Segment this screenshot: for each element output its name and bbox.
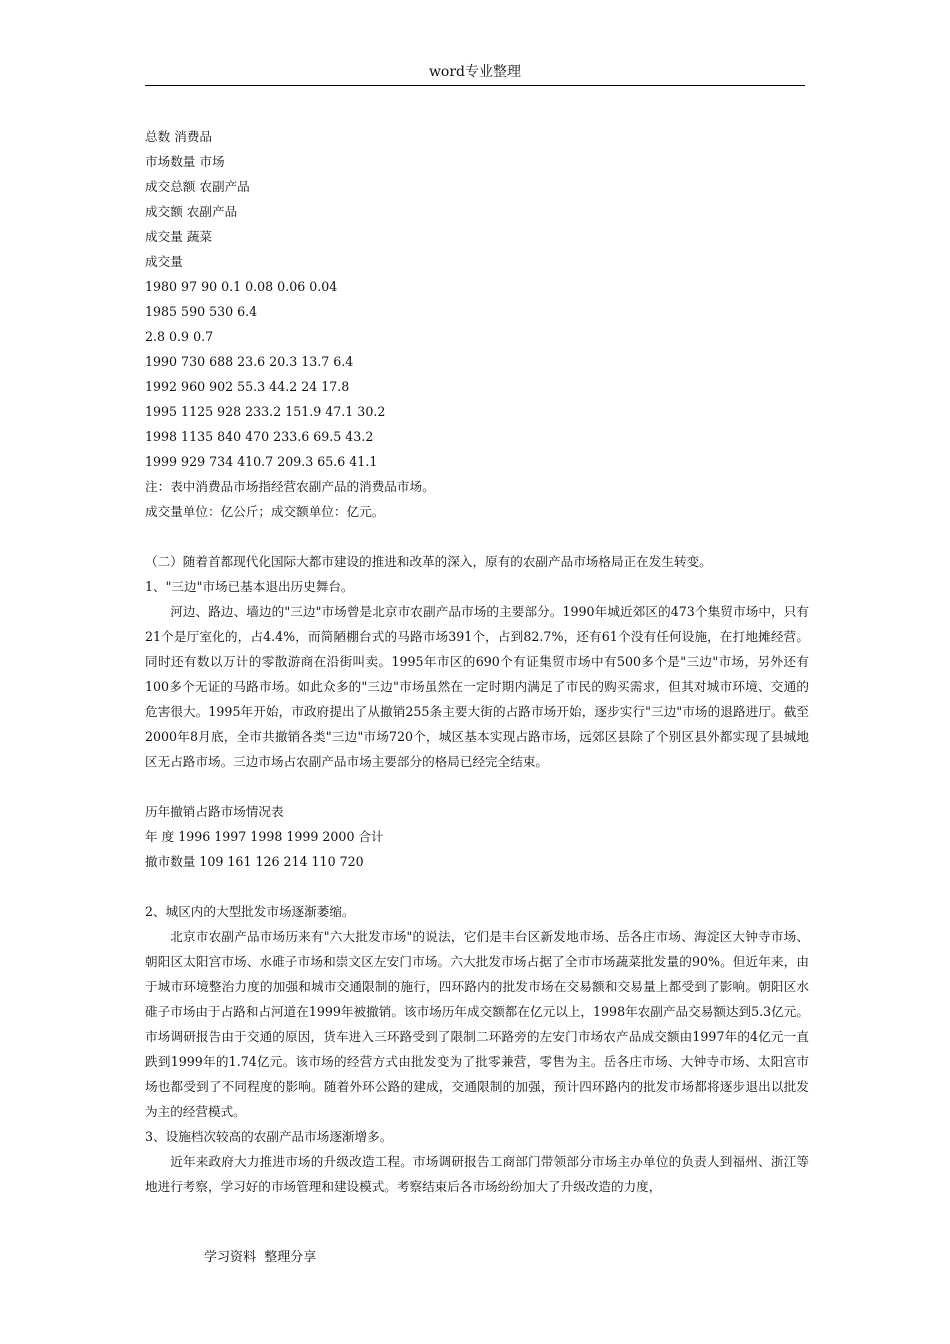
table2-counts-row: 撤市数量 109 161 126 214 110 720 [145, 854, 364, 869]
header-rule [145, 85, 805, 86]
table1-header-line: 成交量 [145, 254, 183, 269]
table2-title: 历年撤销占路市场情况表 [145, 804, 284, 819]
table1-row: 1995 1125 928 233.2 151.9 47.1 30.2 [145, 404, 386, 419]
page-header: word专业整理 [428, 64, 522, 80]
item1-paragraph: 河边、路边、墙边的"三边"市场曾是北京市农副产品市场的主要部分。1990年城近郊区的473个集贸市场中，只有21个是厅室化的，占4.4%，而简陋棚台式的马路市场391个，占到82.7%，还有61个没有任何设施，在打地摊经营。同时还有数以万计的零散游商在沿街叫卖。1995年市区的690个有证集贸市场中有500多个是"三边"市场，另外还有100多个无证的马路市场。如此众多的"三边"市场虽然在一定时期内满足了市民的购买需求，但其对城市环境、交通的危害很大。1995年开始，市政府提出了从撤销255条主要大街的占路市场开始，逐步实行"三边"市场的退路进厅。截至2000年8月底，全市共撤销各类"三边"市场720个，城区基本实现占路市场，远郊区县除了个别区县外都实现了县城地区无占路市场。三边市场占农副产品市场主要部分的格局已经完全结束。 [145, 604, 809, 769]
table1-row: 1985 590 530 6.4 [145, 304, 258, 319]
document-body [145, 124, 809, 1199]
table1-units: 成交量单位：亿公斤；成交额单位：亿元。 [145, 504, 385, 519]
page-footer: 学习资料 整理分享 [204, 1250, 317, 1265]
spacer [145, 524, 809, 549]
table1-row: 1990 730 688 23.6 20.3 13.7 6.4 [145, 354, 354, 369]
item2-title: 2、城区内的大型批发市场逐渐萎缩。 [145, 904, 355, 919]
table1-row: 1980 97 90 0.1 0.08 0.06 0.04 [145, 279, 338, 294]
item3-paragraph: 近年来政府大力推进市场的升级改造工程。市场调研报告工商部门带领部分市场主办单位的负责人到福州、浙江等地进行考察，学习好的市场管理和建设模式。考察结束后各市场纷纷加大了升级改造的力度， [145, 1154, 809, 1194]
table1-row: 2.8 0.9 0.7 [145, 329, 214, 344]
table1-header-line: 总数 消费品 [145, 129, 212, 144]
table2-years-row: 年 度 1996 1997 1998 1999 2000 合计 [145, 829, 384, 844]
table1-header-line: 成交额 农副产品 [145, 204, 238, 219]
table1-row: 1999 929 734 410.7 209.3 65.6 41.1 [145, 454, 378, 469]
table1-row: 1998 1135 840 470 233.6 69.5 43.2 [145, 429, 374, 444]
section-title: （二）随着首都现代化国际大都市建设的推进和改革的深入，原有的农副产品市场格局正在发生转变。 [145, 554, 712, 569]
spacer [145, 774, 809, 799]
table1-note: 注：表中消费品市场指经营农副产品的消费品市场。 [145, 479, 435, 494]
item3-title: 3、设施档次较高的农副产品市场逐渐增多。 [145, 1129, 393, 1144]
table1-header-line: 市场数量 市场 [145, 154, 225, 169]
item2-paragraph: 北京市农副产品市场历来有"六大批发市场"的说法，它们是丰台区新发地市场、岳各庄市场、海淀区大钟寺市场、朝阳区太阳宫市场、水碓子市场和崇文区左安门市场。六大批发市场占据了全市市场蔬菜批发量的90%。但近年来，由于城市环境整治力度的加强和城市交通限制的施行，四环路内的批发市场在交易额和交易量上都受到了影响。朝阳区水碓子市场由于占路和占河道在1999年被撤销。该市场历年成交额都在亿元以上，1998年农副产品交易额达到5.3亿元。市场调研报告由于交通的原因，货车进入三环路受到了限制二环路旁的左安门市场农产品成交额由1997年的4亿元一直跌到1999年的1.74亿元。该市场的经营方式由批发变为了批零兼营，零售为主。岳各庄市场、大钟寺市场、太阳宫市场也都受到了不同程度的影响。随着外环公路的建成，交通限制的加强，预计四环路内的批发市场都将逐步退出以批发为主的经营模式。 [145, 929, 809, 1119]
table1-row: 1992 960 902 55.3 44.2 24 17.8 [145, 379, 350, 394]
table1-header-line: 成交量 蔬菜 [145, 229, 212, 244]
table1-header-line: 成交总额 农副产品 [145, 179, 250, 194]
item1-title: 1、"三边"市场已基本退出历史舞台。 [145, 579, 354, 594]
spacer [145, 874, 809, 899]
